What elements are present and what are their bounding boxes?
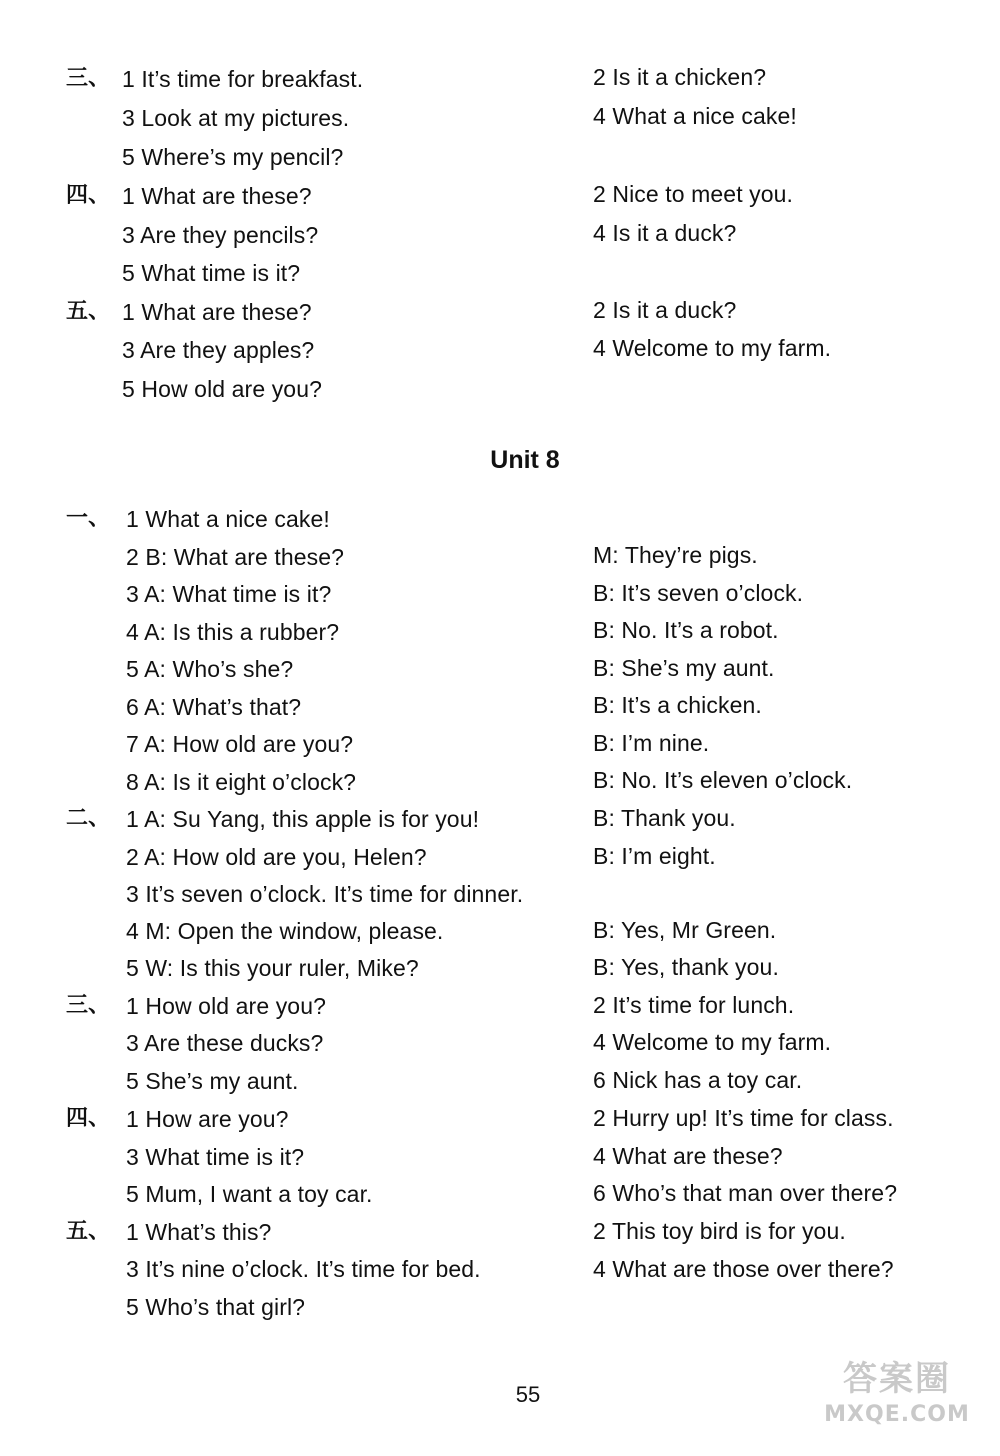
answer-line: 4 What are these?: [593, 1143, 783, 1169]
answer-line: B: Thank you.: [593, 805, 736, 831]
section-label: 四、: [66, 1106, 111, 1131]
answer-line: 1 How old are you?: [126, 993, 326, 1019]
answer-line: 4 M: Open the window, please.: [126, 918, 444, 944]
answer-line: 2 Hurry up! It’s time for class.: [593, 1105, 894, 1131]
answer-line: 4 Welcome to my farm.: [593, 1029, 832, 1055]
answer-line: 2 Is it a duck?: [593, 297, 737, 323]
answer-line: 5 Who’s that girl?: [126, 1294, 306, 1320]
page-number: 55: [515, 1382, 541, 1407]
answer-line: 1 It’s time for breakfast.: [122, 66, 364, 92]
answer-line: 2 Is it a chicken?: [593, 64, 767, 90]
answer-line: B: She’s my aunt.: [593, 655, 775, 681]
answer-line: 1 What’s this?: [126, 1219, 272, 1245]
answer-line: 2 A: How old are you, Helen?: [126, 844, 427, 870]
answer-line: 4 What are those over there?: [593, 1256, 894, 1282]
answer-line: B: Yes, Mr Green.: [593, 917, 777, 943]
answer-line: 1 What are these?: [122, 299, 312, 325]
answer-line: 3 Are these ducks?: [126, 1030, 324, 1056]
answer-line: B: It’s a chicken.: [593, 692, 762, 718]
section-label: 五、: [66, 299, 111, 324]
answer-line: 5 What time is it?: [122, 260, 301, 286]
answer-line: 3 It’s nine o’clock. It’s time for bed.: [126, 1256, 481, 1282]
answer-line: 3 What time is it?: [126, 1144, 305, 1170]
section-label: 二、: [66, 806, 111, 831]
answer-line: 1 How are you?: [126, 1106, 289, 1132]
answer-line: 6 Nick has a toy car.: [593, 1067, 803, 1093]
answer-line: 5 Where’s my pencil?: [122, 144, 344, 170]
answer-line: 6 A: What’s that?: [126, 694, 302, 720]
answer-line: 1 What are these?: [122, 183, 312, 209]
answer-line: 5 How old are you?: [122, 376, 322, 402]
answer-line: 3 Are they apples?: [122, 337, 315, 363]
answer-line: B: No. It’s eleven o’clock.: [593, 767, 853, 793]
answer-line: 2 It’s time for lunch.: [593, 992, 795, 1018]
answer-line: 4 Welcome to my farm.: [593, 335, 832, 361]
answer-line: 5 W: Is this your ruler, Mike?: [126, 955, 419, 981]
answer-line: 3 It’s seven o’clock. It’s time for dinner.: [126, 881, 524, 907]
answer-line: 5 Mum, I want a toy car.: [126, 1181, 373, 1207]
answer-line: 1 A: Su Yang, this apple is for you!: [126, 806, 480, 832]
answer-line: B: No. It’s a robot.: [593, 617, 779, 643]
answer-line: 7 A: How old are you?: [126, 731, 354, 757]
section-label: 四、: [66, 183, 111, 208]
unit-title: Unit 8: [490, 446, 560, 474]
answer-line: M: They’re pigs.: [593, 542, 758, 568]
answer-line: 8 A: Is it eight o’clock?: [126, 769, 357, 795]
answer-line: 3 A: What time is it?: [126, 581, 332, 607]
answer-line: 4 Is it a duck?: [593, 220, 737, 246]
answer-line: B: I’m eight.: [593, 843, 716, 869]
watermark-logo: [808, 1358, 986, 1442]
answer-line: B: I’m nine.: [593, 730, 710, 756]
section-label: 五、: [66, 1219, 111, 1244]
section-label: 一、: [66, 506, 111, 531]
section-label: 三、: [66, 993, 111, 1018]
answer-line: 5 She’s my aunt.: [126, 1068, 299, 1094]
answer-line: 3 Are they pencils?: [122, 222, 319, 248]
answer-line: 1 What a nice cake!: [126, 506, 330, 532]
answer-line: 3 Look at my pictures.: [122, 105, 350, 131]
answer-line: 4 A: Is this a rubber?: [126, 619, 340, 645]
answer-line: B: Yes, thank you.: [593, 954, 779, 980]
answer-line: 2 Nice to meet you.: [593, 181, 794, 207]
watermark-text-bottom: MXQE.COM: [824, 1402, 970, 1427]
answer-line: 5 A: Who’s she?: [126, 656, 294, 682]
answer-line: 2 B: What are these?: [126, 544, 345, 570]
section-label: 三、: [66, 66, 111, 91]
answer-line: B: It’s seven o’clock.: [593, 580, 804, 606]
watermark-text-top: 答案圈: [843, 1359, 951, 1399]
answer-line: 2 This toy bird is for you.: [593, 1218, 846, 1244]
answer-line: 6 Who’s that man over there?: [593, 1180, 898, 1206]
answer-line: 4 What a nice cake!: [593, 103, 797, 129]
